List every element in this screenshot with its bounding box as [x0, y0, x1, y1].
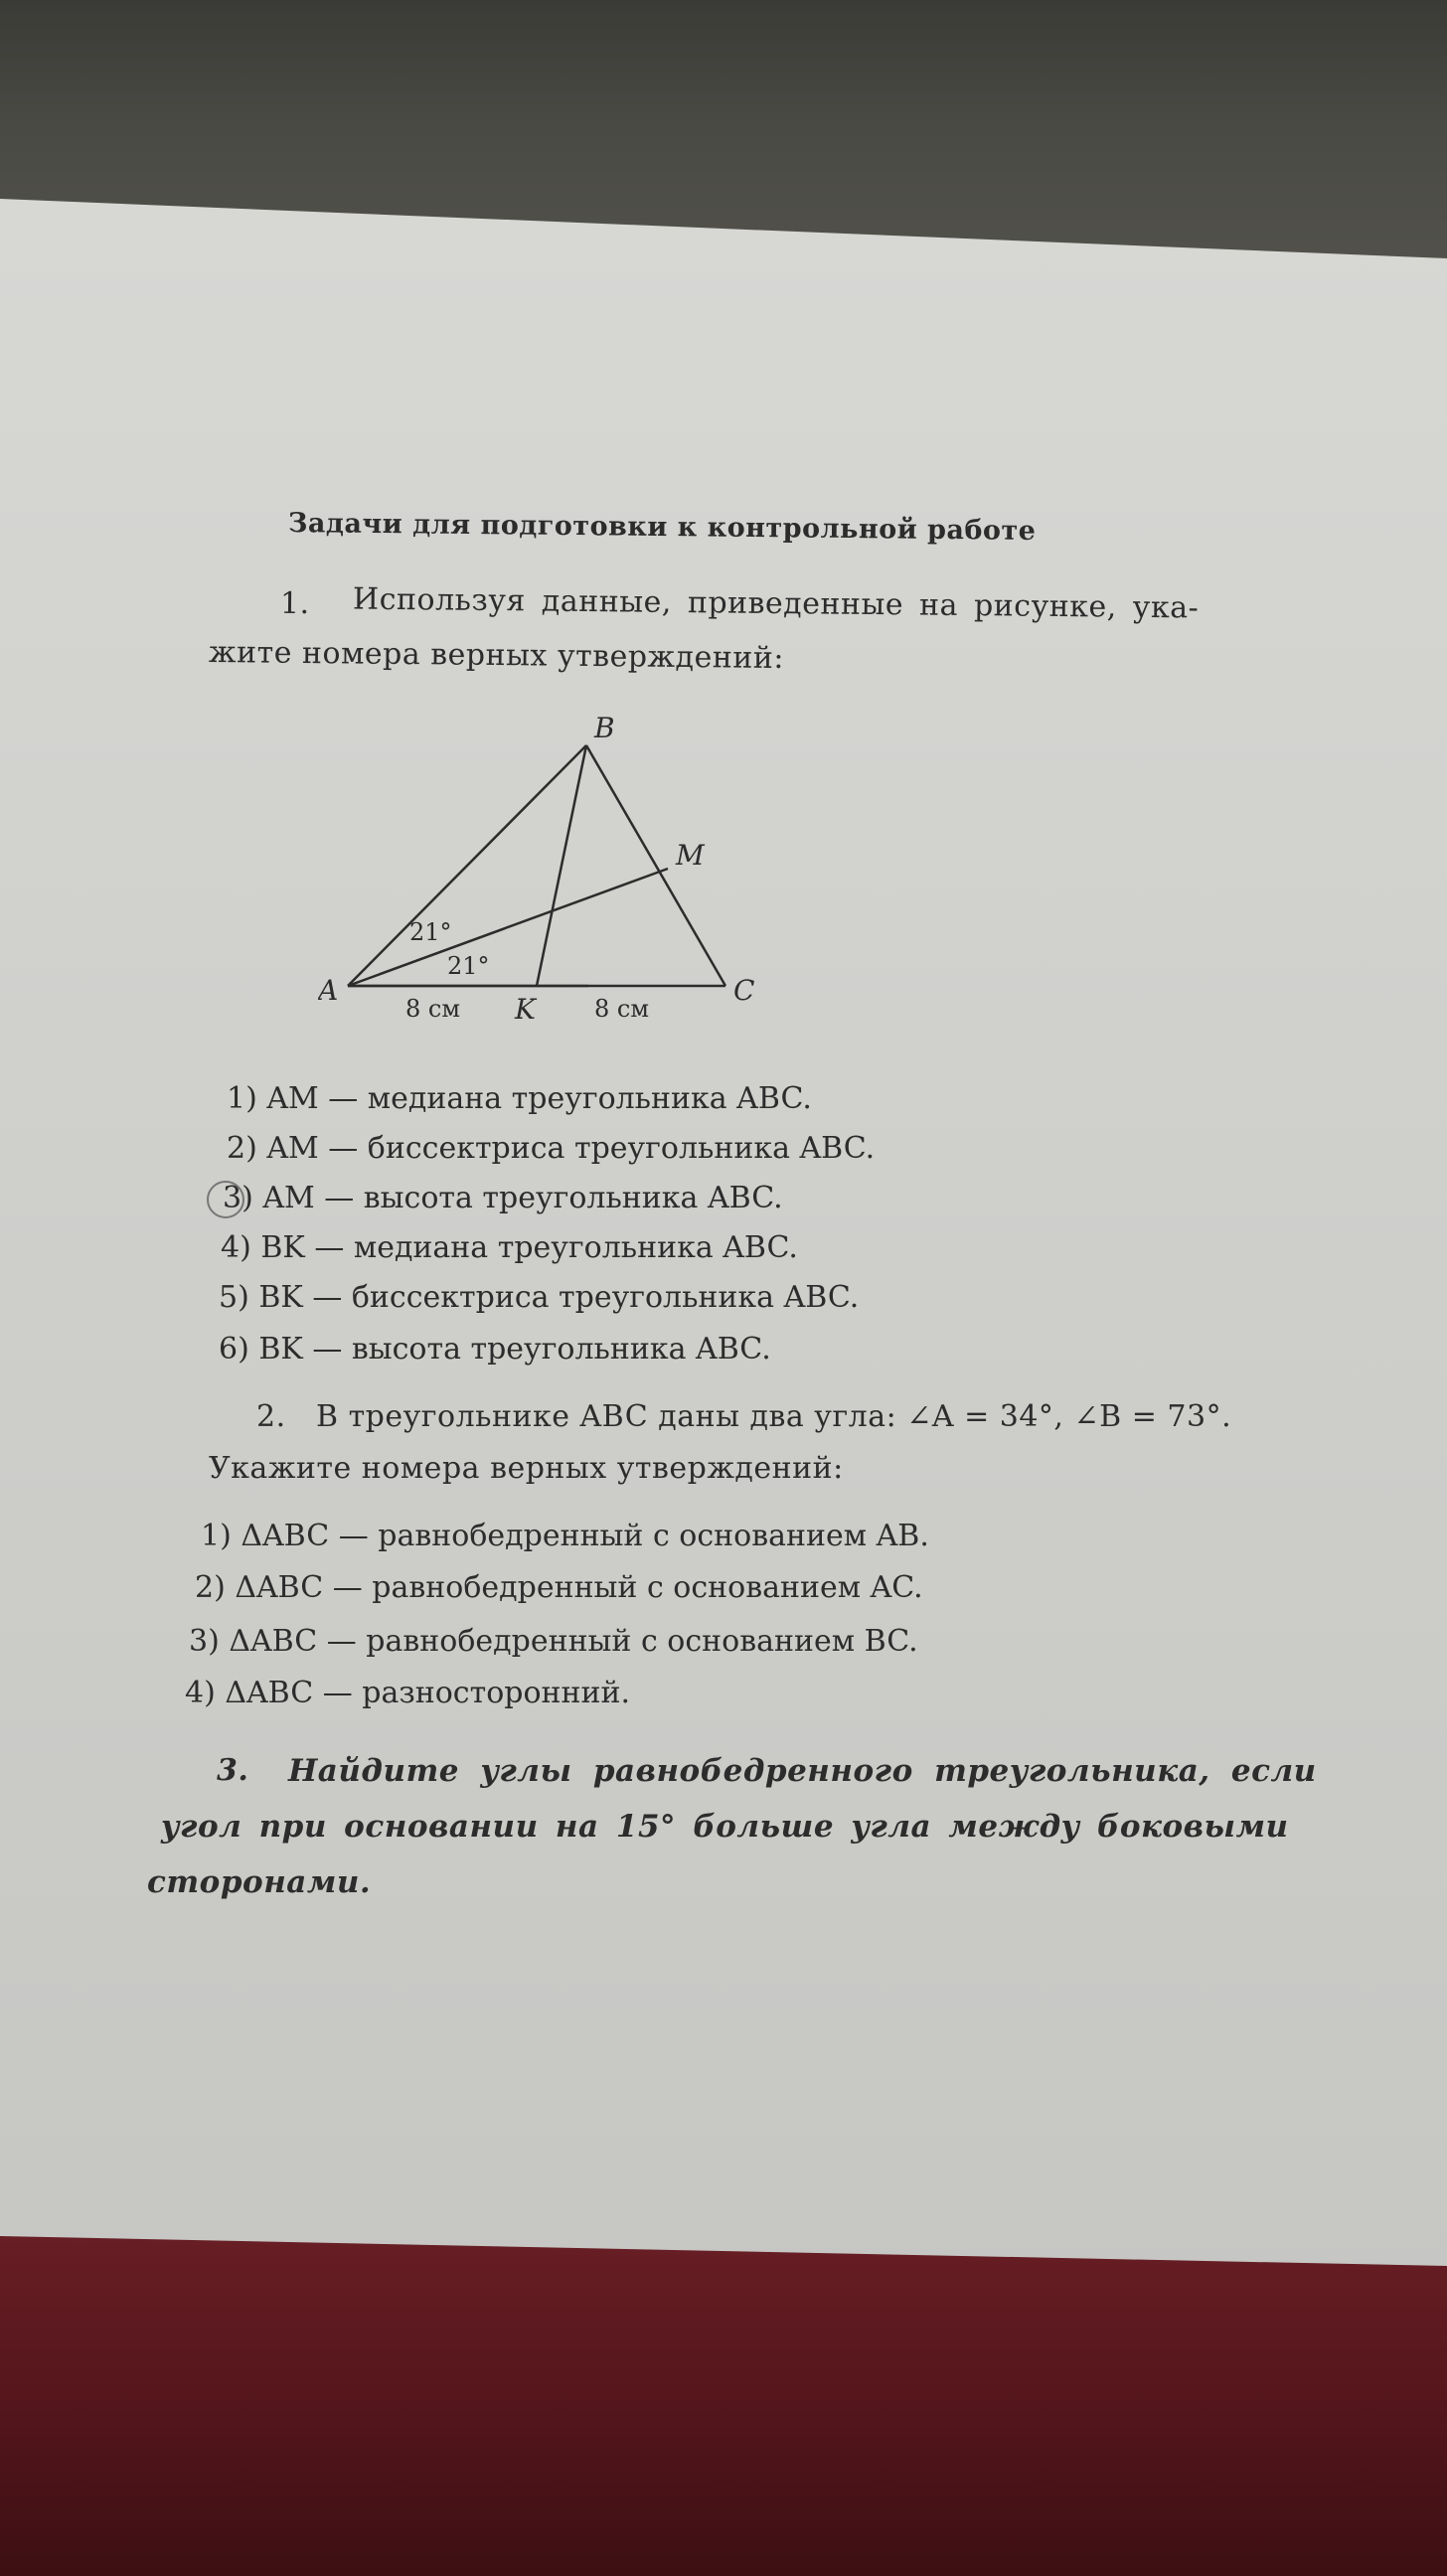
segment-label-ak: 8 см — [405, 995, 461, 1023]
task2-option-4: 4) ΔABC — разносторонний. — [185, 1676, 631, 1710]
label-c: C — [733, 974, 755, 1007]
angle-label-1: 21° — [409, 918, 452, 946]
triangle-figure — [318, 716, 775, 1034]
task1-option-3: 3) AM — высота треугольника ABC. — [223, 1181, 783, 1215]
task1-line2: жите номера верных утверждений: — [208, 634, 785, 677]
side-bc — [586, 745, 725, 986]
task3-line3: сторонами. — [147, 1864, 372, 1900]
task1-line1: Используя данные, приведенные на рисунке, ука- — [352, 581, 1200, 626]
task1-option-5: 5) BK — биссектриса треугольника ABC. — [219, 1280, 860, 1315]
segment-bk — [537, 745, 586, 986]
task1-option-4: 4) BK — медиана треугольника ABC. — [221, 1230, 798, 1265]
label-b: B — [594, 716, 615, 744]
task2-option-1: 1) ΔABC — равнобедренный с основанием AB. — [201, 1519, 929, 1553]
red-cloth-bottom — [0, 2216, 1447, 2576]
task3-number: 3. — [217, 1753, 249, 1788]
task1-number: 1. — [279, 585, 310, 622]
task3-line1: Найдите углы равнобедренного треугольника, если — [288, 1753, 1317, 1789]
segment-am — [348, 869, 668, 986]
label-a: A — [318, 974, 339, 1007]
task3-line2: угол при основании на 15° больше угла между боковыми — [161, 1809, 1289, 1845]
segment-label-kc: 8 см — [594, 995, 650, 1023]
task2-line2: Укажите номера верных утверждений: — [209, 1451, 844, 1486]
task2-option-3: 3) ΔABC — равнобедренный с основанием BC. — [189, 1624, 918, 1659]
task1-option-6: 6) BK — высота треугольника ABC. — [219, 1332, 771, 1367]
task1-option-2: 2) AM — биссектриса треугольника ABC. — [227, 1131, 876, 1166]
angle-label-2: 21° — [447, 952, 490, 980]
label-m: M — [676, 839, 705, 872]
task2-option-2: 2) ΔABC — равнобедренный с основанием AC. — [195, 1570, 923, 1605]
handwritten-circle-mark — [207, 1181, 244, 1218]
side-ab — [348, 745, 586, 986]
task2-line1: В треугольнике ABC даны два угла: ∠A = 34°, ∠B = 73°. — [316, 1399, 1232, 1434]
label-k: K — [515, 993, 536, 1026]
page-title: Задачи для подготовки к контрольной работе — [287, 508, 1037, 547]
task2-number: 2. — [256, 1399, 286, 1434]
task1-option-1: 1) AM — медиана треугольника ABC. — [227, 1081, 812, 1116]
